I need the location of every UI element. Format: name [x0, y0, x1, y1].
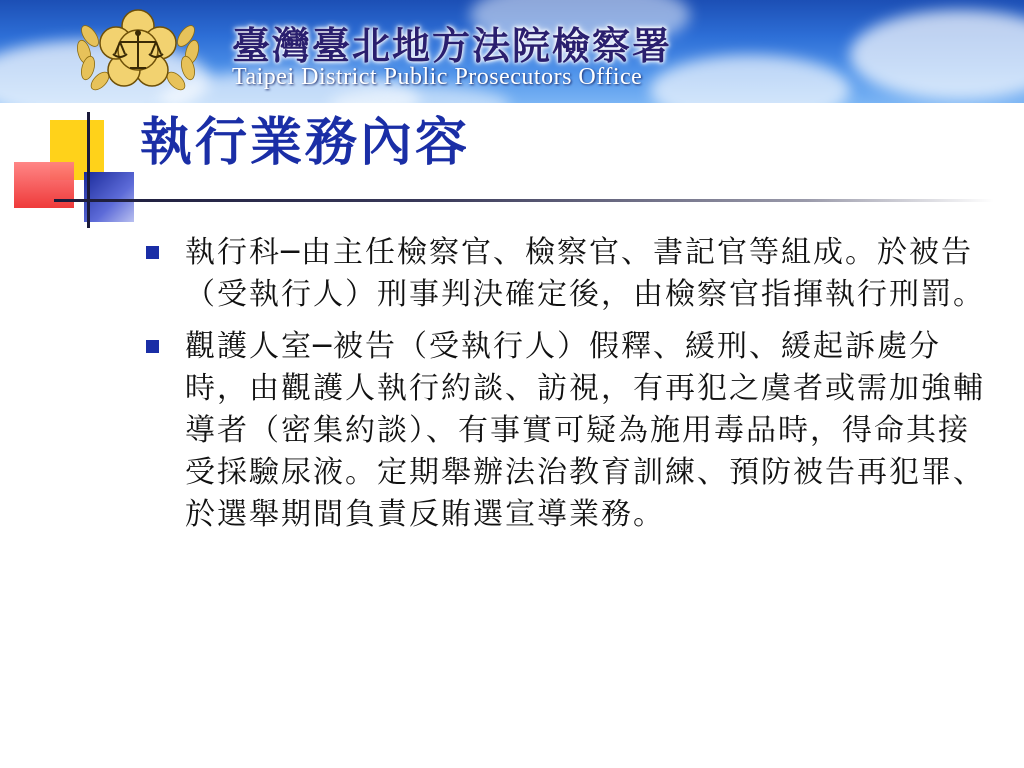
- square-bullet-icon: [146, 340, 159, 353]
- office-name-english: Taipei District Public Prosecutors Office: [232, 64, 643, 90]
- blue-square-decoration: [84, 172, 134, 222]
- title-underline-rule: [54, 199, 994, 202]
- cloud-decoration: [850, 10, 1024, 100]
- slide-title: 執行業務內容: [140, 112, 471, 173]
- bullet-item: [140, 232, 1000, 316]
- vertical-rule: [87, 112, 90, 228]
- bullet-list: [140, 232, 1000, 546]
- bullet-text: 執行科─由主任檢察官、檢察官、書記官等組成。於被告（受執行人）刑事判決確定後，由檢察官指揮執行刑罰。: [185, 235, 985, 312]
- office-name-chinese: 臺灣臺北地方法院檢察署: [232, 24, 673, 68]
- justice-scales-emblem-icon: [68, 6, 208, 96]
- square-bullet-icon: [146, 246, 159, 259]
- header-banner: [0, 0, 1024, 103]
- cloud-decoration: [650, 55, 850, 103]
- bullet-item: [140, 326, 1000, 536]
- bullet-text: 觀護人室─被告（受執行人）假釋、緩刑、緩起訴處分時，由觀護人執行約談、訪視，有再犯之虞者或需加強輔導者（密集約談）、有事實可疑為施用毒品時，得命其接受採驗尿液。定期舉辦法治教育訓練、預防被告再犯罪、於選舉期間負責反賄選宣導業務。: [185, 329, 985, 532]
